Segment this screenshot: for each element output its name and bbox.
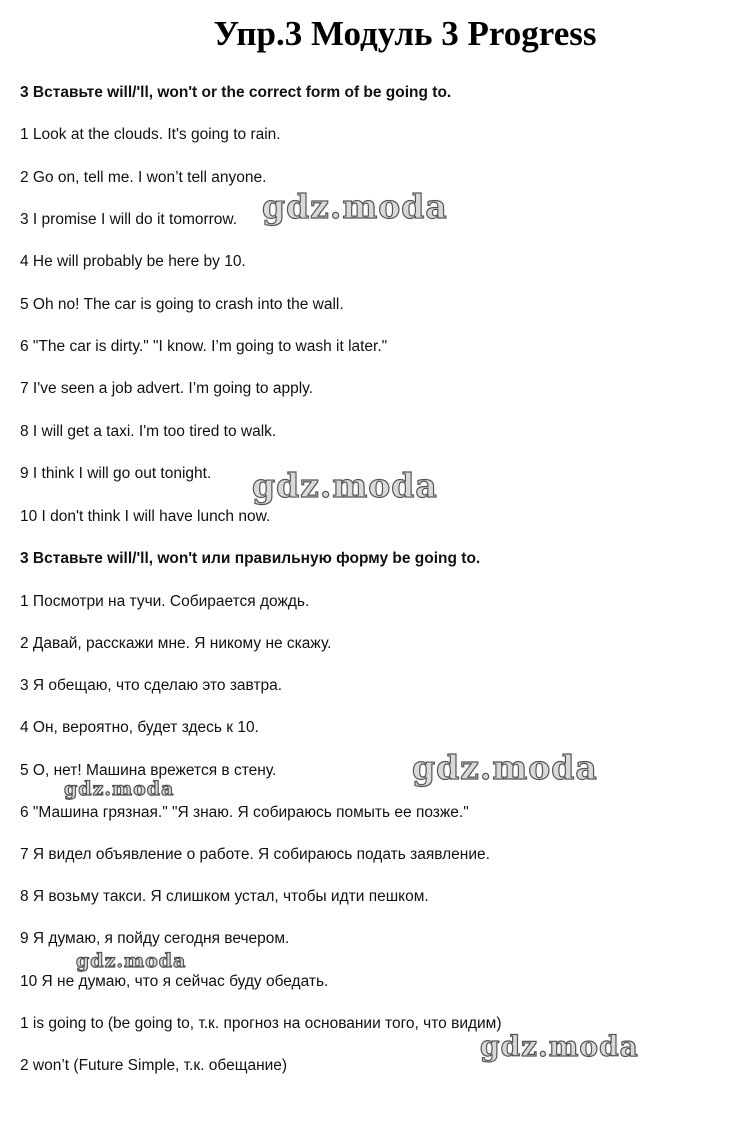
answer-2: 2 won’t (Future Simple, т.к. обещание) bbox=[20, 1057, 288, 1074]
sentence-en-8: 8 I will get a taxi. I'm too tired to walk. bbox=[20, 423, 277, 440]
sentence-en-3: 3 I promise I will do it tomorrow. bbox=[20, 211, 238, 228]
page-title: Упр.3 Модуль 3 Progress bbox=[213, 14, 597, 53]
exercise-heading-en: 3 Вставьте will/'ll, won't or the correct form of be going to. bbox=[20, 84, 452, 101]
watermark: gdz.moda bbox=[252, 466, 438, 505]
sentence-ru-6: 6 "Машина грязная." "Я знаю. Я собираюсь помыть ее позже." bbox=[20, 804, 469, 821]
sentence-ru-5: 5 О, нет! Машина врежется в стену. bbox=[20, 762, 277, 779]
sentence-ru-2: 2 Давай, расскажи мне. Я никому не скажу. bbox=[20, 635, 332, 652]
exercise-heading-ru: 3 Вставьте will/'ll, won't или правильную форму be going to. bbox=[20, 550, 481, 567]
answer-1: 1 is going to (be going to, т.к. прогноз на основании того, что видим) bbox=[20, 1015, 502, 1032]
sentence-ru-7: 7 Я видел объявление о работе. Я собираюсь подать заявление. bbox=[20, 846, 490, 863]
sentence-ru-4: 4 Он, вероятно, будет здесь к 10. bbox=[20, 719, 259, 736]
sentence-en-5: 5 Oh no! The car is going to crash into the wall. bbox=[20, 296, 344, 313]
sentence-en-2: 2 Go on, tell me. I won’t tell anyone. bbox=[20, 169, 267, 186]
sentence-en-9: 9 I think I will go out tonight. bbox=[20, 465, 212, 482]
watermark: gdz.moda bbox=[262, 187, 448, 226]
sentence-en-6: 6 "The car is dirty." "I know. I’m going to wash it later." bbox=[20, 338, 388, 355]
sentence-ru-1: 1 Посмотри на тучи. Собирается дождь. bbox=[20, 593, 310, 610]
watermark: gdz.moda bbox=[412, 748, 598, 787]
sentence-en-10: 10 I don't think I will have lunch now. bbox=[20, 508, 271, 525]
sentence-ru-8: 8 Я возьму такси. Я слишком устал, чтобы идти пешком. bbox=[20, 888, 429, 905]
watermark: gdz.moda bbox=[76, 950, 187, 972]
sentence-en-4: 4 He will probably be here by 10. bbox=[20, 253, 246, 270]
sentence-ru-3: 3 Я обещаю, что сделаю это завтра. bbox=[20, 677, 283, 694]
sentence-ru-10: 10 Я не думаю, что я сейчас буду обедать. bbox=[20, 973, 329, 990]
sentence-en-7: 7 I've seen a job advert. I’m going to apply. bbox=[20, 380, 314, 397]
watermark: gdz.moda bbox=[64, 778, 175, 800]
sentence-ru-9: 9 Я думаю, я пойду сегодня вечером. bbox=[20, 930, 290, 947]
sentence-en-1: 1 Look at the clouds. It's going to rain. bbox=[20, 126, 281, 143]
watermark: gdz.moda bbox=[480, 1030, 639, 1063]
